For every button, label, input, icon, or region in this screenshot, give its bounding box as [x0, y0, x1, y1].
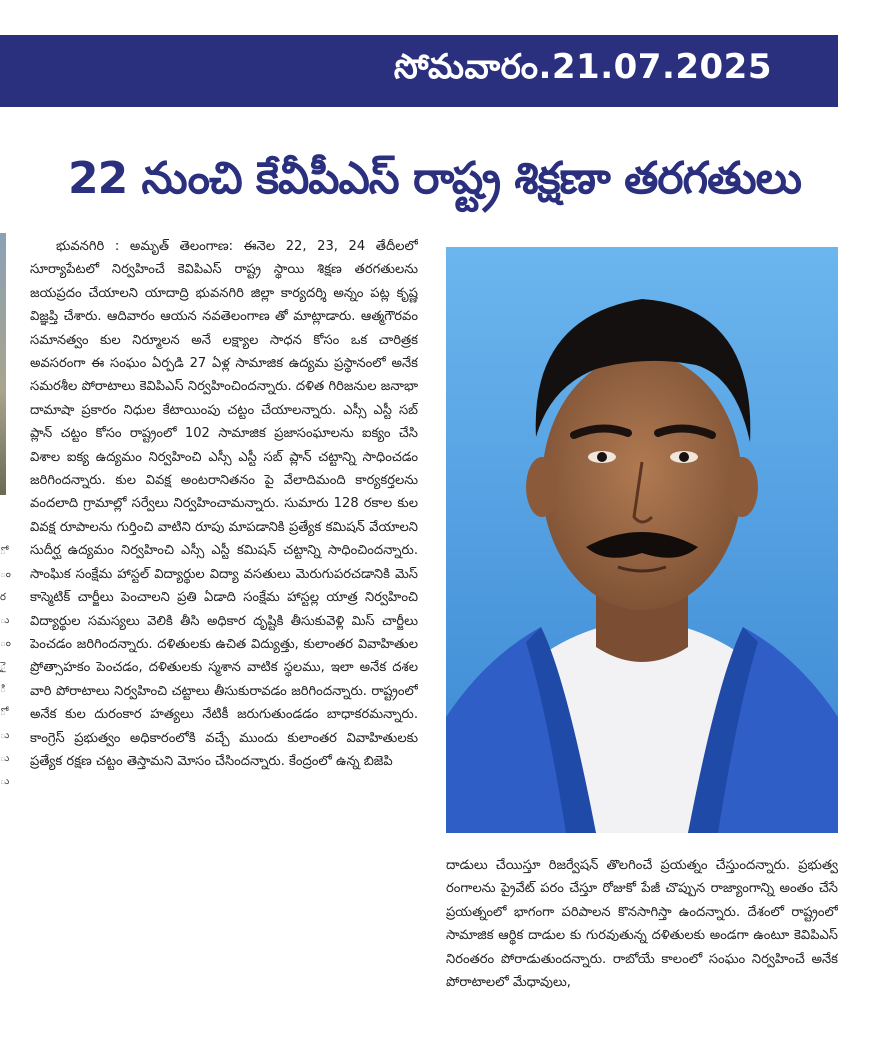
adjacent-article-photo-edge [0, 233, 6, 495]
article-body-right-column [446, 854, 838, 1053]
date-banner [0, 35, 838, 107]
article-photo [446, 247, 838, 833]
adjacent-column-edge: ో ం ర ు ం ై ి ో ు ు ు [0, 546, 11, 787]
article-paragraph: దాడులు చేయిస్తూ రిజర్వేషన్ తొలగించే ప్రయత్నం చేస్తుందన్నారు. ప్రభుత్వ రంగాలను ప్రైవేట్ పరం చేస్తూ రోజుకో పేజీ చొప్పున రాజ్యాంగాన్ని అంతం చేసే ప్రయత్నంలో భాగంగా పరిపాలన కొనసాగిస్తా ఉందన్నారు. దేశంలో రాష్ట్రంలో సామాజిక ఆర్థిక దాడుల కు గురవుతున్న దళితులకు అండగా ఉంటూ కెవిపిఎస్ నిరంతరం పోరాడుతుందన్నారు. రాబోయే కాలంలో సంఘం నిర్వహించే అనేక పోరాటాలలో మేధావులు, [446, 858, 838, 991]
article-headline: 22 నుంచి కేవీపీఎస్ రాష్ట్ర శిక్షణా తరగతులు [68, 153, 801, 204]
issue-date: సోమవారం.21.07.2025 [393, 47, 772, 87]
article-paragraph: భువనగిరి : అమృత్ తెలంగాణ: ఈనెల 22, 23, 24 తేదీలలో సూర్యాపేటలో నిర్వహించే కెవిపిఎస్ రాష్ట్ర స్థాయి శిక్షణ తరగతులను జయప్రదం చేయాలని యాదాద్రి భువనగిరి జిల్లా కార్యదర్శి అన్నం పట్ల కృష్ణ విజ్ఞప్తి చేశారు. ఆదివారం ఆయన నవతెలంగాణ తో మాట్లాడారు. ఆత్మగౌరవం సమానత్వం కుల నిర్మూలన అనే లక్ష్యాల సాధన కోసం ఒక చారిత్రక అవసరంగా ఈ సంఘం ఏర్పడి 27 ఏళ్ల సామాజిక ఉద్యమ ప్రస్థానంలో అనేక సమరశీల పోరాటాలు కెవిపిఎస్ నిర్వహించిందన్నారు. దళిత గిరిజనుల జనాభా దామాషా ప్రకారం నిధుల కేటాయింపు చట్టం చేయాలన్నారు. ఎస్సీ ఎస్టీ సబ్ ప్లాన్ చట్టం కోసం రాష్ట్రంలో 102 సామాజిక ప్రజాసంఘాలను ఐక్యం చేసి విశాల ఐక్య ఉద్యమం నిర్వహించి ఎస్సీ ఎస్టీ సబ్ ప్లాన్ చట్టాన్ని సాధించడం జరిగిందన్నారు. కుల వివక్ష అంటరానితనం పై వేలాదిమంది కార్యకర్తలను వందలాది గ్రామాల్లో సర్వేలు నిర్వహించామన్నారు. సుమారు 128 రకాల కుల వివక్ష రూపాలను గుర్తించి వాటిని రూపు మాపడానికి ప్రత్యేక కమిషన్ వేయాలని సుదీర్ఘ ఉద్యమం నిర్వహించి ఎస్సీ ఎస్టీ కమిషన్ చట్టాన్ని సాధించిందన్నారు. సాంఘిక సంక్షేమ హాస్టల్ విద్యార్థుల విద్యా వసతులు మెరుగుపరచడానికి మెస్ కాస్మెటిక్ చార్జీలు పెంచాలని ప్రతి ఏడాది సంక్షేమ హాస్టల్ల యాత్ర నిర్వహించి విద్యార్థుల సమస్యలు వెలికి తీసి అధికార దృష్టికి తీసుకువెళ్లి మిస్ చార్జీలు పెంచడం జరిగిందన్నారు. దళితులకు ఉచిత విద్యుత్తు, కులాంతర వివాహితుల ప్రోత్సాహకం పెంచడం, దళితులకు స్మశాన వాటిక స్థలము, ఇలా అనేక దశల వారి పోరాటాలు నిర్వహించి చట్టాలు తీసుకురావడం జరిగిందన్నారు. రాష్ట్రంలో అనేక కుల దురంకార హత్యలు నేటికీ జరుగుతుండడం బాధాకరమన్నారు. కాంగ్రెస్ ప్రభుత్వం అధికారంలోకి వచ్చే ముందు కులాంతర వివాహితులకు ప్రత్యేక రక్షణ చట్టం తెస్తామని మోసం చేసిందన్నారు. కేంద్రంలో ఉన్న బిజెపి [30, 239, 418, 769]
portrait-illustration [446, 247, 838, 833]
article-body-left-column [30, 235, 418, 1053]
